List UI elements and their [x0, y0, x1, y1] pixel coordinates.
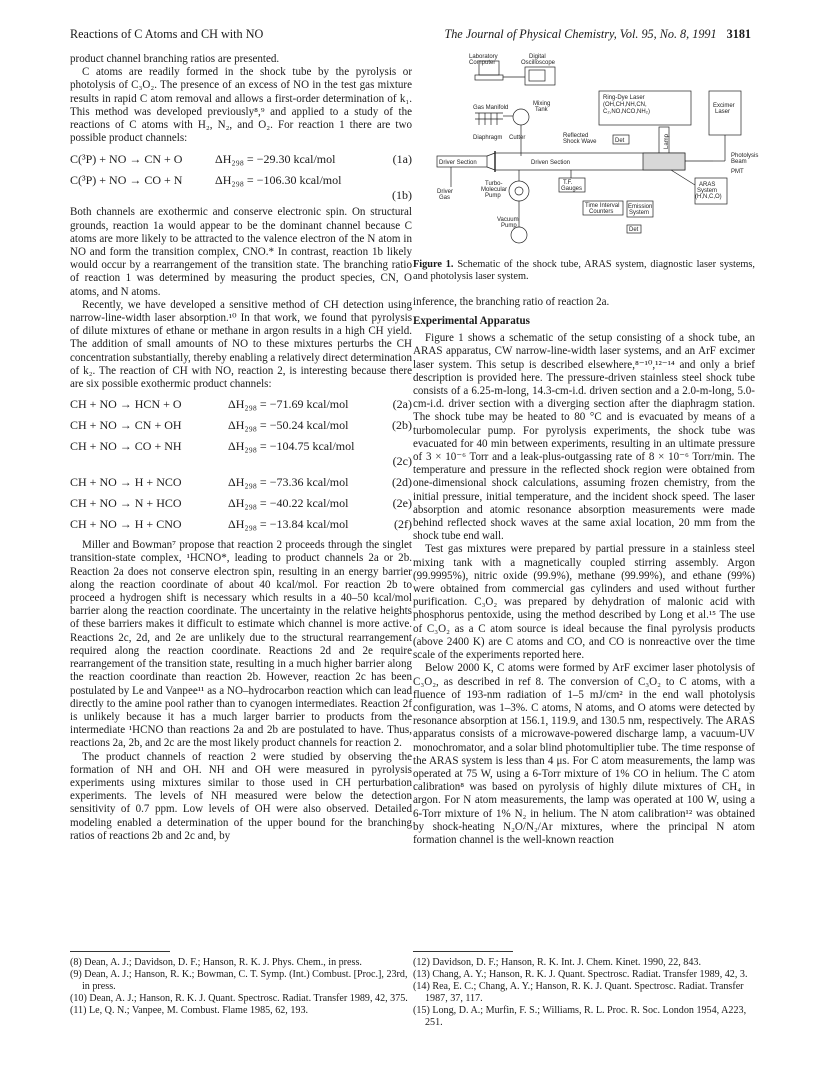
reference-item: (8) Dean, A. J.; Davidson, D. F.; Hanson, R. K. J. Phys. Chem., in press.	[70, 957, 362, 968]
reference-item: (13) Chang, A. Y.; Hanson, R. K. J. Quant. Spectrosc. Radiat. Transfer 1989, 42, 3.	[413, 969, 748, 981]
label-tf-gauges: T.F. Gauges	[561, 180, 583, 192]
reaction-label: (2d)	[392, 475, 412, 490]
paragraph: Both channels are exothermic and conserve electronic spin. On structural grounds, reaction 1a would appear to be the dominant channel because C atoms are more likely to be attracted to the valence electron of the N atom in NO and form the transition complex, CNO.* In contrast, reaction 1b likely would occur by a rearrangement of the transition state. The branching ratio of reaction 1 was determined by measuring the product species, CN, O atoms, and N atoms.	[70, 206, 412, 298]
running-header-title: Reactions of C Atoms and CH with NO	[70, 27, 264, 41]
label-time-interval: Time Interval Counters	[585, 203, 620, 215]
section-heading: Experimental Apparatus	[413, 315, 530, 328]
reaction-equation: C(³P) + NO → CN + O	[70, 152, 183, 167]
label-reflected-shock: Reflected Shock Wave	[563, 133, 597, 145]
footnote-rule	[413, 951, 513, 952]
label-pmt: PMT	[731, 169, 744, 175]
label-lab-computer: Laboratory Computer	[469, 54, 498, 66]
reaction-equation: CH + NO → H + NCO	[70, 475, 182, 490]
reference-item: (14) Rea, E. C.; Chang, A. Y.; Hanson, R. K. J. Quant. Spectrosc. Radiat. Transfer 1987, 37, 117.	[413, 981, 744, 1005]
reference-item: (12) Davidson, D. F.; Hanson, R. K. Int. J. Chem. Kinet. 1990, 22, 843.	[413, 957, 701, 968]
reaction-equation: CH + NO → CN + OH	[70, 418, 182, 433]
label-turbo-pump: Turbo-Molecular Pump	[481, 181, 508, 199]
label-digital-oscilloscope: Digital Oscilloscope	[521, 54, 556, 66]
paragraph: Figure 1 shows a schematic of the setup consisting of a shock tube, an ARAS apparatus, CW narrow-line-width laser systems, and an ArF excimer laser system. This setup is described elsewhere,⁸⁻¹⁰,¹²⁻¹⁴ and only a brief description is provided here. The pressure-driven stainless steel shock tube consists of a 6.25-m-long, 14.3-cm-i.d. driven section and a 2.0-m-long, 5.0-cm-i.d. driver section with a diverging section after the diaphragm station. The shock tube may be heated to 80 °C and is evacuated by means of a turbomolecular pump. For pyrolysis experiments, the shock tube was evacuated for 40 min between experiments, resulting in an ultimate pressure of 3 × 10⁻⁶ Torr and a leak-plus-outgassing rate of 8 × 10⁻⁶ Torr/min. The temperature and pressure in the reflected shock region were obtained from one-dimensional shock calculations, assuming frozen chemistry, from the initial pressure, initial temperature, and the incident shock speed. The laser absorption and atomic resonance absorption measurements were made behind reflected shock waves at the same axial location, 20 mm from the shock tube end wall.	[413, 332, 755, 543]
reaction-2d	[70, 472, 412, 493]
paragraph: Below 2000 K, C atoms were formed by ArF excimer laser photolysis of C₃O₂, as described in ref 8. The conversion of C₃O₂ to C atoms, with a fluence of 193-nm radiation of 1–5 mJ/cm² in the end wall photolysis configuration, was 1–3%. C atoms, N atoms, and O atoms were detected by resonance absorption at 156.1, 119.9, and 130.5 nm, respectively. The ARAS apparatus consists of a microwave-powered discharge lamp, a vacuum-UV monochromator, and a solar blind photomultiplier tube. The time response of the ARAS system is less than 4 μs. For C atom measurements, the lamp was operated at 75 W, using a 6-Torr mixture of 1% CO in helium. The C atom calibration⁸ was based on pyrolysis of highly dilute mixtures of CH₄ in argon. For N atom measurements, the lamp was operated at 100 W, using a 6-Torr mixture of 1% N₂ in helium. The N atom calibration¹² was obtained by shock-heating N₂O/N₂/Ar mixtures, where the principal N atom formation channel is the well-known reaction	[413, 662, 755, 846]
reaction-2a	[70, 394, 412, 415]
label-photolysis-beam: Photolysis Beam	[731, 153, 759, 165]
reaction-2e	[70, 493, 412, 514]
paragraph: Recently, we have developed a sensitive method of CH detection using narrow-line-width laser absorption.¹⁰ In that work, we found that pyrolysis of dilute mixtures of ethane or methane in argon results in a high CH yield. The addition of small amounts of NO to these mixtures perturbs the CH concentration substantially, thereby enabling a relatively direct determination of k₂. The reaction of CH with NO, reaction 2, is interesting because there are six possible exothermic product channels:	[70, 298, 412, 391]
paragraph: product channel branching ratios are presented.	[70, 53, 280, 65]
reaction-equation: CH + NO → H + CNO	[70, 517, 182, 532]
reference-item: (9) Dean, A. J.; Hanson, R. K.; Bowman, C. T. Symp. (Int.) Combust. [Proc.], 23rd, in press.	[70, 969, 408, 993]
reaction-label: (2c)	[392, 454, 412, 469]
reaction-enthalpy: ΔH₂₉₈ = −40.22 kcal/mol	[228, 496, 349, 511]
label-driver-gas: Driver Gas	[437, 189, 453, 201]
label-diaphragm: Diaphragm	[473, 135, 503, 141]
reference-item: (11) Le, Q. N.; Vanpee, M. Combust. Flame 1985, 62, 193.	[70, 1005, 309, 1017]
label-gas-manifold: Gas Manifold	[473, 105, 509, 111]
paragraph: The product channels of reaction 2 were studied by observing the formation of NH and OH. NH and OH were measured in pyrolysis experiments using mixtures similar to those used in CH perturbation experiments. The levels of NH measured were below the detection sensitivity of 0.7 ppm. Low levels of OH were also observed. Detailed modeling enabled a determination of the upper bound for the branching ratios of reactions 2b and 2c and, by	[70, 750, 412, 842]
reaction-enthalpy: ΔH₂₉₈ = −13.84 kcal/mol	[228, 517, 349, 532]
reaction-enthalpy: ΔH₂₉₈ = −73.36 kcal/mol	[228, 475, 349, 490]
reaction-label: (2f)	[394, 517, 412, 532]
vacuum-pump-shape	[511, 227, 527, 243]
references-right	[413, 957, 755, 1030]
label-aras-system: ARAS System (H,N,C,O)	[695, 182, 722, 200]
label-vacuum-pump: Vacuum Pump	[497, 217, 519, 229]
reaction-equation: CH + NO → CO + NH	[70, 439, 182, 454]
reaction-equation: CH + NO → HCN + O	[70, 397, 182, 412]
paragraph: Miller and Bowman⁷ propose that reaction 2 proceeds through the singlet transition-state complex, ¹HCNO*, leading to product channels 2a or 2b. Reaction 2a does not conserve electron spin, resulting in an energy barrier along the reaction coordinate of about 40 kcal/mol. For reaction 2b to proceed a hydrogen shift is necessary which results in a 40–50 kcal/mol barrier along the reaction coordinate. The uncertainty in the relative heights of these barriers makes it difficult to estimate which channel is more active. Reactions 2c, 2d, and 2e are unlikely due to the structural rearrangement required along the reaction coordinate. Reactions 2d and 2e require rearrangement of the transition state, resulting in a much higher barrier along the reaction coordinate than reaction 2b. However, reaction 2c has been postulated by Le and Vanpee¹¹ as a NO–hydrocarbon reaction which can lead directly to the amine pool rather than to cyanogen intermediates. Reaction 2f is unlikely because it has a much larger barrier to products from the intermediate ¹HCNO than reactions 2a and 2b are postulated to have. Thus, reactions 2a, 2b, and 2c are the most likely product channels for reaction 2.	[70, 539, 412, 750]
reaction-label: (2e)	[392, 496, 412, 511]
footnote-rule	[70, 951, 170, 952]
turbo-pump-shape	[509, 181, 529, 201]
reaction-label: (2b)	[392, 418, 412, 433]
label-emission-system: Emission System	[628, 204, 653, 216]
reaction-equation: C(³P) + NO → CO + N	[70, 173, 183, 188]
reaction-2b	[70, 415, 412, 436]
label-mixing-tank: Mixing Tank	[533, 101, 551, 113]
figure-1-schematic	[413, 53, 759, 253]
reference-item: (15) Long, D. A.; Murfin, F. S.; Williams, R. L. Proc. R. Soc. London 1954, A223, 251.	[413, 1005, 747, 1029]
caption-label: Figure 1.	[413, 259, 454, 270]
reaction-equation: CH + NO → N + HCO	[70, 496, 182, 511]
references-left	[70, 957, 412, 1017]
schematic-diagram	[413, 53, 759, 253]
caption-text: Schematic of the shock tube, ARAS system, diagnostic laser systems, and photolysis laser system.	[413, 259, 755, 283]
reference-item: (10) Dean, A. J.; Hanson, R. K. J. Quant. Spectrosc. Radiat. Transfer 1989, 42, 375.	[70, 993, 408, 1005]
label-lamp: Lamp	[664, 133, 670, 149]
label-driven-section: Driven Section	[531, 160, 571, 166]
label-det-2: Det	[629, 227, 639, 233]
reaction-label: (1a)	[392, 152, 412, 167]
reaction-2f	[70, 514, 412, 535]
label-driver-section: Driver Section	[439, 160, 477, 166]
running-header-journal	[444, 27, 751, 42]
left-column	[70, 53, 412, 843]
page-number: 3181	[726, 27, 751, 41]
reaction-enthalpy: ΔH₂₉₈ = −104.75 kcal/mol	[228, 439, 355, 454]
reaction-enthalpy: ΔH₂₉₈ = −106.30 kcal/mol	[215, 173, 342, 188]
label-ring-dye-laser: Ring-Dye Laser (OH,CH,NH,CN, C₂,NO,NCO,NH₂)	[603, 95, 650, 115]
mixing-tank-shape	[513, 109, 529, 125]
reaction-1a	[70, 149, 412, 170]
reaction-label: (1b)	[392, 188, 412, 203]
reaction-enthalpy: ΔH₂₉₈ = −29.30 kcal/mol	[215, 152, 336, 167]
reaction-label: (2a)	[392, 397, 412, 412]
reaction-enthalpy: ΔH₂₉₈ = −50.24 kcal/mol	[228, 418, 349, 433]
paragraph: C atoms are readily formed in the shock tube by the pyrolysis or photolysis of C₃O₂. The presence of an excess of NO in the test gas mixture results in rapid C atom removal and allows a first-order determination of k₁. This method was developed previously⁸,⁹ and applied to a study of the reactions of C atoms with H₂, N₂, and O₂. For reaction 1 there are two possible product channels:	[70, 66, 412, 145]
label-excimer-laser: Excimer Laser	[713, 103, 735, 115]
journal-citation: The Journal of Physical Chemistry, Vol. 95, No. 8, 1991	[444, 27, 717, 41]
paragraph: Test gas mixtures were prepared by partial pressure in a stainless steel mixing tank with a magnetically coupled stirring assembly. Argon (99.9995%), nitric oxide (99.9%), methane (99.99%), and ethane (99%) were obtained from commercial gas cylinders and used without further purification. C₃O₂ was prepared by dehydration of malonic acid with phosphorus pentoxide, using the method described by Long et al.¹⁵ The use of C₃O₂ as a C atom source is ideal because the final pyrolysis products (above 2400 K) are C atoms and CO, and CO is nonreactive over the time scale of the experiments reported here.	[413, 543, 755, 662]
label-det: Det	[615, 138, 625, 144]
label-cutter: Cutter	[509, 135, 526, 141]
reaction-1b	[70, 170, 412, 206]
right-column	[413, 53, 759, 847]
paragraph: inference, the branching ratio of reaction 2a.	[413, 295, 610, 308]
reaction-enthalpy: ΔH₂₉₈ = −71.69 kcal/mol	[228, 397, 349, 412]
figure-caption	[413, 259, 755, 284]
reaction-2c	[70, 436, 412, 472]
